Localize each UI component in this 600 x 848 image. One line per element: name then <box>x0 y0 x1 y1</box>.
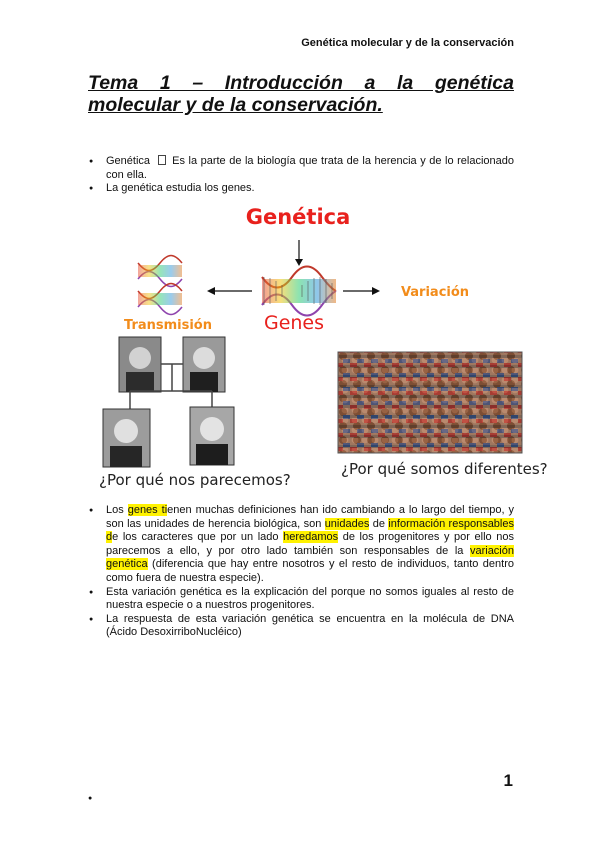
text-run: enen muchas definiciones han ido cambiando a lo largo del tiempo, y son las unidades de herencia biológica, son <box>106 504 515 530</box>
bullet-text: La respuesta de esta variación genética se encuentra en la molécula de DNA (Ácido DesoxirriboNucléico) <box>106 612 514 639</box>
text-run: e los caracteres que por un lado <box>112 531 284 544</box>
bullet-text: La genética estudia los genes. <box>106 182 255 195</box>
highlight: variación genética <box>106 544 514 571</box>
list-item <box>89 155 514 182</box>
highlight: genes ti <box>127 504 168 516</box>
page-title <box>88 72 514 116</box>
intro-bullet-list <box>89 155 514 196</box>
term-genetica: Genética <box>106 155 151 167</box>
arrow-down-head <box>295 259 303 266</box>
caption-diferentes: ¿Por qué somos diferentes? <box>341 460 548 478</box>
genetics-diagram <box>0 195 600 495</box>
text-run: de los progenitores y por ello nos parecemos a ello, y por otro lado también son responsables de la <box>106 531 514 557</box>
dna-small-icon <box>138 256 182 315</box>
label-genetica: Genética <box>245 205 351 229</box>
highlight: unidades <box>324 517 370 530</box>
caption-parecemos: ¿Por qué nos parecemos? <box>99 471 291 489</box>
title-line-2: molecular y de la conservación. <box>88 94 383 116</box>
list-item <box>89 182 514 196</box>
text-run: Los <box>106 504 128 516</box>
dna-center-icon <box>262 267 336 316</box>
text-run: (diferencia que hay entre nosotros y el resto de individuos, tanto dentro como fuera de nuestra especie). <box>106 558 514 584</box>
bullet-text: Esta variación genética es la explicación del porque no somos iguales al resto de nuestra especie o a nuestros progenitores. <box>106 585 514 612</box>
family-tree <box>103 337 234 467</box>
label-genes: Genes <box>263 312 325 334</box>
label-variacion: Variación <box>400 285 470 300</box>
label-transmision: Transmisión <box>124 318 212 333</box>
page-number: 1 <box>503 771 513 790</box>
text-run: de <box>369 517 389 530</box>
highlight: heredamos <box>283 531 339 544</box>
title-line-1: Tema 1 – Introducción a la genética <box>88 72 514 94</box>
running-header: Genética molecular y de la conservación <box>301 37 514 49</box>
body-bullet-list <box>89 504 514 640</box>
list-item <box>89 586 514 613</box>
highlight: información responsables <box>388 517 514 530</box>
empty-bullet-icon: ● <box>88 795 93 802</box>
list-item <box>89 504 514 586</box>
faces-collage <box>338 352 522 453</box>
definition-text: Es la parte de la biología que trata de la herencia y de lo relacionado con ella. <box>106 155 514 181</box>
highlight: d <box>106 531 113 544</box>
list-item <box>89 613 514 640</box>
box-glyph-icon <box>158 155 166 165</box>
